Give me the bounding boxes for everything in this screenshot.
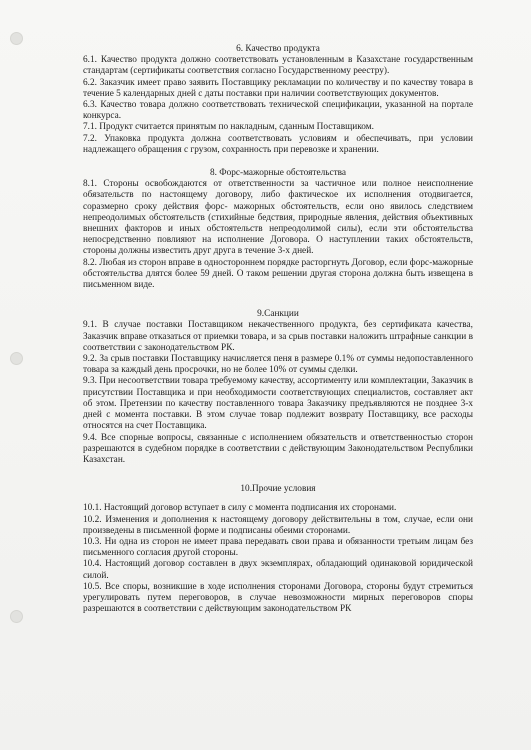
clause-10-4: 10.4. Настоящий договор составлен в двух экземплярах, обладающий одинаковой юридической силой. [83,559,473,581]
clause-7-2: 7.2. Упаковка продукта должна соответствовать условиям и обеспечивать, при условии надлежащего обращения с грузом, сохранность при перевозке и хранении. [83,133,473,155]
document-body [83,44,473,615]
punch-hole [10,610,23,623]
section-title: 9.Санкции [257,309,299,320]
clause-9-3: 9.3. При несоответствии товара требуемому качеству, ассортименту или комплектации, Заказчик в присутствии Поставщика и при необходимости соответствующих специалистов, составляет акт об этом. Претензии по качеству поставленного товара Заказчику предъявляются не позднее 3-х дней с момента поставки. В этом случае товар подлежит возврату Поставщику, все расходы относятся на счет Поставщика. [83,376,473,432]
section-quality [83,44,473,156]
section-sanctions [83,309,473,466]
clause-10-1: 10.1. Настоящий договор вступает в силу с момента подписания их сторонами. [83,503,397,514]
clause-7-1: 7.1. Продукт считается принятым по накладным, сданным Поставщиком. [83,122,374,133]
clause-8-2: 8.2. Любая из сторон вправе в одностороннем порядке расторгнуть Договор, если форс-мажорные обстоятельства длятся более 59 дней. О таком решении другая сторона должна быть извещена в письменном виде. [83,257,473,291]
clause-10-5: 10.5. Все споры, возникшие в ходе исполнения сторонами Договора, стороны будут стремиться урегулировать путем переговоров, в случае невозможности мирных переговоров споры разрешаются в соответствии с действующим законодательством РК [83,581,473,615]
clause-9-2: 9.2. За срыв поставки Поставщику начисляется пеня в размере 0.1% от суммы недопоставленного товара за каждый день просрочки, но не более 10% от суммы сделки. [83,354,473,376]
section-title: 6. Качество продукта [236,44,320,54]
clause-6-2: 6.2. Заказчик имеет право заявить Поставщику рекламации по количеству и по качеству товара в течение 5 календарных дней с даты поставки при наличии соответствующих документов. [83,77,473,99]
clause-9-4: 9.4. Все спорные вопросы, связанные с исполнением обязательств и ответственностью сторон разрешаются в судебном порядке в соответствии с действующим Законодательством Республики Казахстан. [83,432,473,465]
section-force-majeure [83,168,473,291]
punch-hole [10,352,23,365]
clause-6-1: 6.1. Качество продукта должно соответствовать установленным в Казахстане государственным стандартам (сертификаты соответствия согласно Государственному реестру). [83,55,473,77]
section-title: 8. Форс-мажорные обстоятельства [209,168,347,179]
clause-10-2: 10.2. Изменения и дополнения к настоящему договору действительны в том, случае, если они произведены в письменной форме и подписаны обеими сторонами. [83,514,473,536]
section-title: 10.Прочие условия [240,484,316,495]
clause-8-1: 8.1. Стороны освобождаются от ответственности за частичное или полное неисполнение обязательств по настоящему договору, либо фактическое их исполнения отодвигается, соразмерно сроку действия форс- мажорных обстоятельств, если оно явилось следствием непреодолимых обстоятельств (стихийные бедствия, природные явления, действия объективных внешних факторов и иных обстоятельств непреодолимой силы), если эти обстоятельства непосредственно повлияют на исполнение Договора. О наступлении таких обстоятельств, стороны должны известить друг друга в течение 3-х дней. [83,179,473,257]
clause-6-3: 6.3. Качество товара должно соответствовать технической спецификации, указанной на портале конкурса. [83,100,473,122]
section-other-terms [83,484,473,615]
clause-10-3: 10.3. Ни одна из сторон не имеет права передавать свои права и обязанности третьим лицам без письменного согласия другой стороны. [83,536,473,559]
punch-hole [10,32,23,45]
clause-9-1: 9.1. В случае поставки Поставщиком некачественного продукта, без сертификата качества, Заказчик вправе отказаться от приемки товара, и за срыв поставки наложить штрафные санкции в соответствии с законодательством РК. [83,320,473,353]
punch-holes [10,0,28,750]
